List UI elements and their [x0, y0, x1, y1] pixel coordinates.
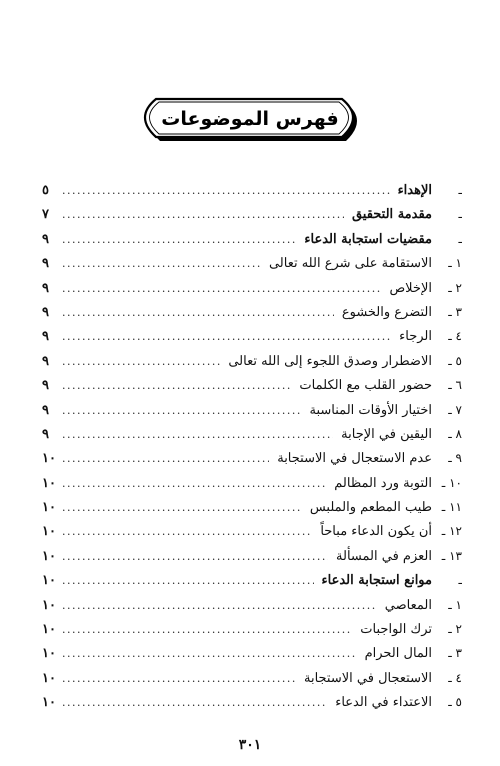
toc-dot-leader	[62, 277, 381, 300]
toc-dot-leader	[62, 179, 390, 202]
toc-dot-leader	[62, 203, 344, 226]
toc-entry-number: ٦ ـ	[448, 378, 462, 393]
toc-entry-page: ٩	[42, 256, 49, 272]
toc-entry-number: ١١ ـ	[441, 500, 462, 515]
toc-dot-leader	[62, 252, 261, 275]
toc-entry-page: ١٠	[42, 646, 56, 662]
toc-entry-number: ٧ ـ	[448, 402, 462, 417]
toc-entry-number: ٢ ـ	[448, 622, 462, 637]
page-number: ٣٠١	[238, 737, 262, 753]
toc-entry-page: ١٠	[42, 573, 56, 589]
toc-entry-title: طيب المطعم والملبس	[309, 500, 432, 516]
toc-entry	[42, 398, 462, 422]
toc-dot-leader	[62, 325, 391, 348]
toc-entry	[42, 251, 462, 275]
toc-entry-title: الإخلاص	[389, 280, 432, 296]
toc-dot-leader	[62, 301, 334, 324]
toc-entry-page: ١٠	[42, 475, 56, 491]
toc-entry-page: ٩	[42, 329, 49, 345]
toc-dot-leader	[62, 472, 326, 495]
toc-entry-title: الاستعجال في الاستجابة	[303, 670, 432, 686]
toc-entry-page: ١٠	[42, 597, 56, 613]
toc-entry-number: ـ	[458, 231, 462, 246]
toc-entry-number: ٤ ـ	[448, 329, 462, 344]
toc-entry	[42, 349, 462, 373]
toc-entry-title: العزم في المسألة	[336, 548, 432, 564]
toc-entry-title: اليقين في الإجابة	[341, 426, 432, 442]
toc-entry-page: ٩	[42, 231, 49, 247]
toc-dot-leader	[62, 545, 328, 568]
toc-entry-number: ـ	[458, 207, 462, 222]
toc-entry-title: مقضيات استجابة الدعاء	[304, 231, 432, 247]
toc-entry-number: ٤ ـ	[448, 670, 462, 685]
toc-entry-page: ٥	[42, 183, 49, 198]
toc-entry-page: ٧	[42, 207, 49, 223]
toc-entry	[42, 276, 462, 300]
toc-entry-title: الاستقامة على شرع الله تعالى	[268, 256, 432, 272]
title-cartouche	[134, 97, 366, 143]
toc-entry-page: ١٠	[42, 670, 56, 686]
toc-entry-number: ١٣ ـ	[441, 548, 462, 563]
toc-entry-title: التضرع والخشوع	[341, 304, 432, 320]
toc-entry-number: ٥ ـ	[448, 353, 462, 368]
toc-entry	[42, 202, 462, 226]
toc-entry-page: ٩	[42, 402, 49, 418]
toc-entry	[42, 617, 462, 641]
toc-entry-title: الاعتداء في الدعاء	[335, 695, 432, 711]
toc-entry	[42, 446, 462, 470]
toc-dot-leader	[62, 642, 357, 665]
toc-entry-title: عدم الاستعجال في الاستجابة	[277, 451, 432, 467]
table-of-contents	[42, 178, 462, 715]
toc-entry-number: ٥ ـ	[448, 695, 462, 710]
toc-entry-title: موانع استجابة الدعاء	[321, 573, 432, 589]
toc-entry-number: ٣ ـ	[448, 646, 462, 661]
toc-entry-page: ١٠	[42, 500, 56, 516]
toc-entry-number: ٩ ـ	[448, 451, 462, 466]
toc-entry-page: ٩	[42, 304, 49, 320]
toc-entry-title: مقدمة التحقيق	[351, 207, 432, 223]
toc-entry-title: الرجاء	[399, 329, 432, 345]
toc-entry-title: الاضطرار وصدق اللجوء إلى الله تعالى	[228, 353, 432, 369]
toc-entry-title: اختيار الأوقات المناسبة	[309, 402, 432, 418]
toc-dot-leader	[62, 667, 296, 690]
toc-entry	[42, 227, 462, 251]
toc-entry-title: أن يكون الدعاء مباحاً	[320, 524, 432, 540]
toc-entry	[42, 178, 462, 202]
toc-entry	[42, 666, 462, 690]
toc-dot-leader	[62, 594, 377, 617]
toc-entry-page: ١٠	[42, 451, 56, 467]
toc-entry-number: ـ	[458, 183, 462, 197]
toc-entry-title: الإهداء	[397, 183, 432, 198]
toc-dot-leader	[62, 569, 314, 592]
toc-dot-leader	[62, 618, 352, 641]
toc-entry-number: ـ	[458, 573, 462, 588]
toc-entry	[42, 422, 462, 446]
toc-dot-leader	[62, 691, 327, 714]
toc-entry-page: ٩	[42, 378, 49, 394]
toc-entry	[42, 495, 462, 519]
toc-entry	[42, 519, 462, 543]
toc-entry	[42, 373, 462, 397]
toc-entry-page: ٩	[42, 426, 49, 442]
page-title: فهرس الموضوعات	[161, 108, 339, 130]
toc-entry-number: ١ ـ	[448, 256, 462, 271]
toc-entry	[42, 324, 462, 348]
toc-dot-leader	[62, 374, 291, 397]
toc-entry-page: ١٠	[42, 695, 56, 711]
toc-entry-page: ١٠	[42, 548, 56, 564]
toc-dot-leader	[62, 447, 269, 470]
toc-entry-number: ٢ ـ	[448, 280, 462, 295]
toc-dot-leader	[62, 496, 302, 519]
toc-dot-leader	[62, 228, 296, 251]
toc-entry-title: حضور القلب مع الكلمات	[299, 378, 432, 394]
toc-entry-page: ١٠	[42, 622, 56, 638]
toc-dot-leader	[62, 399, 302, 422]
toc-entry-number: ١ ـ	[448, 597, 462, 612]
toc-entry-page: ١٠	[42, 524, 56, 540]
toc-entry-title: التوبة ورد المظالم	[334, 475, 432, 491]
toc-entry	[42, 471, 462, 495]
toc-entry	[42, 544, 462, 568]
toc-entry-page: ٩	[42, 280, 49, 296]
toc-entry-title: المعاصي	[384, 597, 432, 613]
toc-entry	[42, 690, 462, 714]
toc-entry	[42, 300, 462, 324]
toc-entry	[42, 593, 462, 617]
toc-entry-title: المال الحرام	[364, 646, 432, 662]
toc-entry-number: ٨ ـ	[448, 426, 462, 441]
toc-dot-leader	[62, 350, 220, 373]
toc-entry	[42, 641, 462, 665]
toc-entry-page: ٩	[42, 353, 49, 369]
toc-entry-number: ١٢ ـ	[441, 524, 462, 539]
toc-entry-number: ١٠ ـ	[441, 475, 462, 490]
toc-entry	[42, 568, 462, 592]
toc-entry-title: ترك الواجبات	[360, 622, 432, 638]
toc-dot-leader	[62, 423, 333, 446]
toc-entry-number: ٣ ـ	[448, 304, 462, 319]
toc-dot-leader	[62, 520, 312, 543]
